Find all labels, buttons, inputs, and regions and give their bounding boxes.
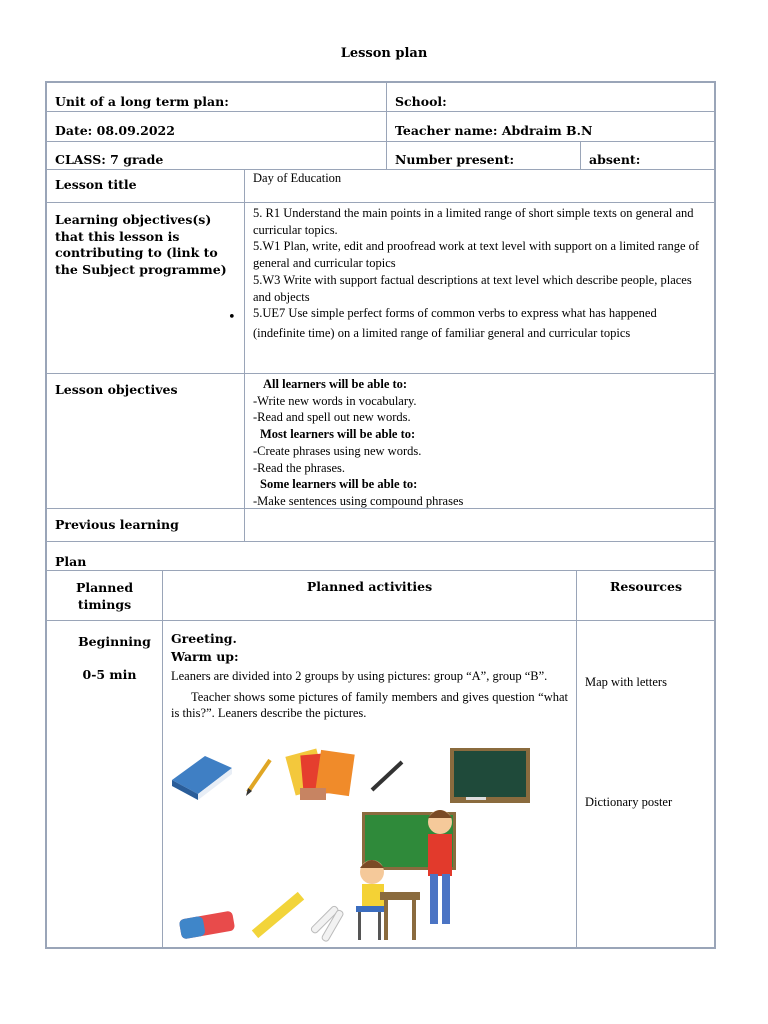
learning-objectives-label: Learning objectives(s) that this lesson is contributing to (link to the Subject programme): [55, 212, 227, 277]
blackboard-icon: [450, 748, 530, 803]
chalk-icon: [310, 905, 344, 942]
all-learners-heading: All learners will be able to:: [263, 377, 408, 391]
objective-item: 5.W3 Write with support factual descriptions at text level which describe people, places and objects: [253, 272, 692, 304]
some-learners-heading: Some learners will be able to:: [260, 477, 418, 492]
objective-item: 5.UE7 Use simple perfect forms of common verbs to express what has happened (indefinite time) on a limited range of familiar general and curricular topics: [253, 306, 657, 341]
col-planned-activities: Planned activities: [306, 579, 433, 594]
activity-paragraph: Leaners are divided into 2 groups by using pictures: group “A”, group “B”.: [171, 669, 548, 683]
teacher-label: Teacher name: Abdraim B.N: [395, 123, 593, 138]
col-planned-timings: Planned timings: [75, 580, 134, 612]
notebooks-icon: [285, 749, 354, 800]
objective-line: -Read and spell out new words.: [253, 410, 411, 425]
resource-map: Map with letters: [585, 675, 667, 689]
stage-beginning: Beginning: [78, 634, 151, 649]
activity-paragraph: Teacher shows some pictures of family members and gives question “what is this?”. Leaners describe the pictures.: [171, 689, 568, 721]
plan-label: Plan: [55, 554, 87, 569]
ruler-icon: [252, 892, 304, 938]
unit-label: Unit of a long term plan:: [55, 94, 229, 109]
class-label: CLASS: 7 grade: [55, 152, 164, 167]
lesson-objectives-label: Lesson objectives: [55, 382, 178, 397]
greeting-heading: Greeting.: [171, 631, 237, 646]
absent-label: absent:: [589, 152, 641, 167]
pencil-icon: [246, 760, 270, 796]
previous-learning-label: Previous learning: [55, 517, 179, 532]
resource-poster: Dictionary poster: [585, 795, 673, 809]
page-title: Lesson plan: [340, 46, 428, 61]
col-resources: Resources: [610, 579, 682, 594]
objective-item: 5. R1 Understand the main points in a limited range of short simple texts on general and curricular topics.: [253, 206, 694, 237]
pen-icon: [372, 762, 402, 790]
stage-time: 0-5 min: [82, 667, 137, 682]
lesson-title-value: Day of Education: [253, 171, 342, 185]
objective-line: -Make sentences using compound phrases: [253, 493, 464, 508]
school-label: School:: [395, 94, 447, 109]
date-label: Date: 08.09.2022: [55, 123, 175, 138]
warmup-heading: Warm up:: [171, 649, 239, 664]
most-learners-heading: Most learners will be able to:: [260, 427, 416, 442]
number-present-label: Number present:: [395, 152, 515, 167]
book-icon: [172, 756, 232, 800]
objective-line: -Write new words in vocabulary.: [253, 393, 417, 408]
classroom-scene-icon: [356, 810, 456, 940]
lesson-title-label: Lesson title: [55, 177, 137, 192]
eraser-icon: [179, 910, 236, 939]
bullet-icon: •: [228, 310, 236, 325]
objective-item: 5.W1 Plan, write, edit and proofread work at text level with support on a limited range of general and curricular topics: [253, 239, 700, 271]
objective-line: -Create phrases using new words.: [253, 443, 422, 458]
objective-line: -Read the phrases.: [253, 460, 345, 475]
